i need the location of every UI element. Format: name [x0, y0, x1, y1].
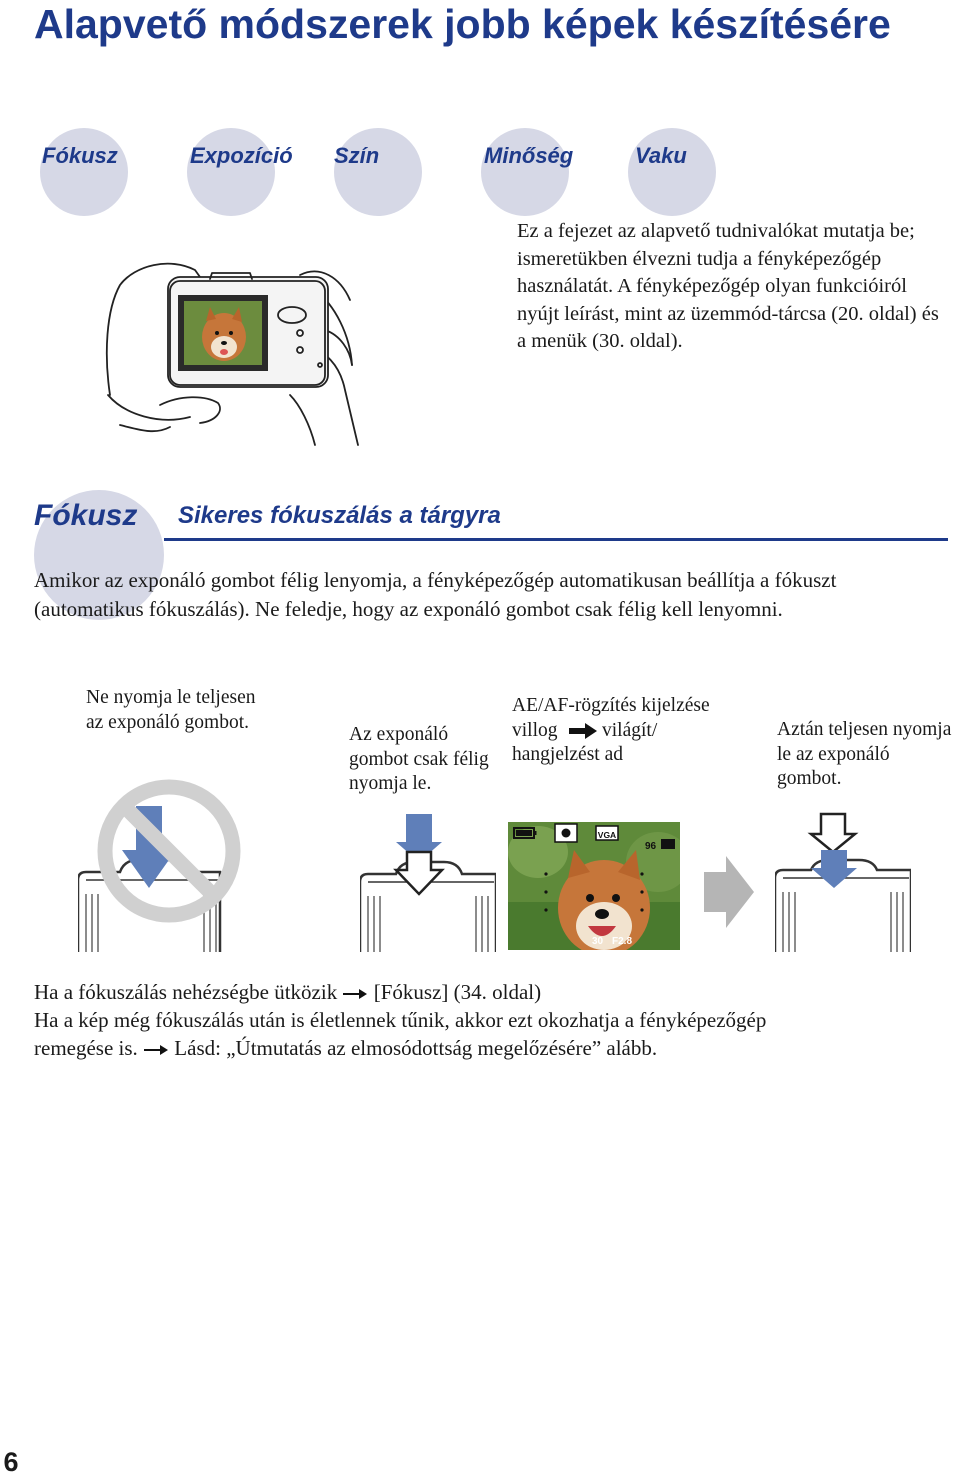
- lcd-screen-illustration: [508, 822, 680, 950]
- caption-half-press: Az exponáló gombot csak félig nyomja le.: [349, 724, 489, 794]
- footnote-line3: [34, 1034, 949, 1062]
- lcd-shutter: 30: [592, 936, 604, 947]
- footnotes: [34, 978, 949, 1062]
- step4-full-press-illustration: [775, 812, 911, 952]
- right-arrow-icon: [569, 723, 597, 739]
- footnote-link-blur[interactable]: Lásd: „Útmutatás az elmosódottság megelőzésére” alább.: [174, 1036, 658, 1060]
- section-body: Amikor az exponáló gombot félig lenyomja, a fényképezőgép automatikusan beállítja a fókuszt (automatikus fókuszálás). Ne feledje, hogy az exponáló gombot csak félig kell lenyomni.: [34, 568, 837, 621]
- tab-focus[interactable]: Fókusz: [42, 143, 118, 168]
- page-title: Alapvető módszerek jobb képek készítésére: [34, 1, 891, 47]
- right-arrow-icon: [343, 987, 367, 1001]
- page-number: 6: [3, 1447, 19, 1477]
- caption-ae-af-line3: hangjelzést ad: [512, 744, 623, 765]
- caption-ae-af-lock: [512, 694, 712, 768]
- intro-paragraph: Ez a fejezet az alapvető tudnivalókat mutatja be; ismeretükben élvezni tudja a fényképezőgép használatát. A fényképezőgép olyan funkcióiról nyújt leírást, mint az üzemmód-tárcsa (20. oldal) és a menük (30. oldal).: [517, 220, 939, 352]
- tab-circle: [187, 128, 275, 216]
- tab-circle: [481, 128, 569, 216]
- footnote-line1-text: Ha a fókuszálás nehézségbe ütközik: [34, 980, 338, 1004]
- section-rule: [164, 538, 948, 541]
- footnote-line1: [34, 978, 949, 1006]
- caption-ae-af-line1: AE/AF-rögzítés kijelzése: [512, 695, 710, 716]
- caption-ae-af-line2: [512, 719, 712, 744]
- footnote-link-focus[interactable]: [Fókusz] (34. oldal): [373, 980, 542, 1004]
- footnote-line3-text: remegése is.: [34, 1036, 138, 1060]
- step2-half-press-illustration: [360, 810, 496, 952]
- tab-quality[interactable]: Minőség: [484, 143, 574, 168]
- tab-color[interactable]: Szín: [334, 143, 380, 168]
- lcd-format: VGA: [597, 830, 617, 840]
- section-subtitle: Sikeres fókuszálás a tárgyra: [178, 502, 501, 529]
- lcd-aperture: F2.8: [612, 936, 633, 947]
- right-arrow-icon: [144, 1043, 168, 1057]
- caption-dont-press-fully: Ne nyomja le teljesen az exponáló gombot.: [86, 687, 256, 733]
- caption-vilagit: világít/: [602, 719, 658, 741]
- section-title: Fókusz: [34, 499, 138, 532]
- tab-flash[interactable]: Vaku: [635, 143, 687, 168]
- step1-no-full-press-illustration: [78, 776, 250, 952]
- tab-circle: [628, 128, 716, 216]
- caption-villog: villog: [512, 719, 558, 741]
- next-step-arrow-icon: [704, 856, 754, 928]
- tab-circle: [40, 128, 128, 216]
- lcd-count: 96: [645, 841, 657, 852]
- tab-circle: [334, 128, 422, 216]
- caption-press-fully: Aztán teljesen nyomja le az exponáló gombot.: [777, 719, 952, 789]
- tab-exposure[interactable]: Expozíció: [190, 143, 293, 168]
- footnote-line2: Ha a kép még fókuszálás után is életlennek tűnik, akkor ezt okozhatja a fényképezőgép: [34, 1008, 767, 1032]
- camera-in-hands-illustration: [100, 255, 360, 450]
